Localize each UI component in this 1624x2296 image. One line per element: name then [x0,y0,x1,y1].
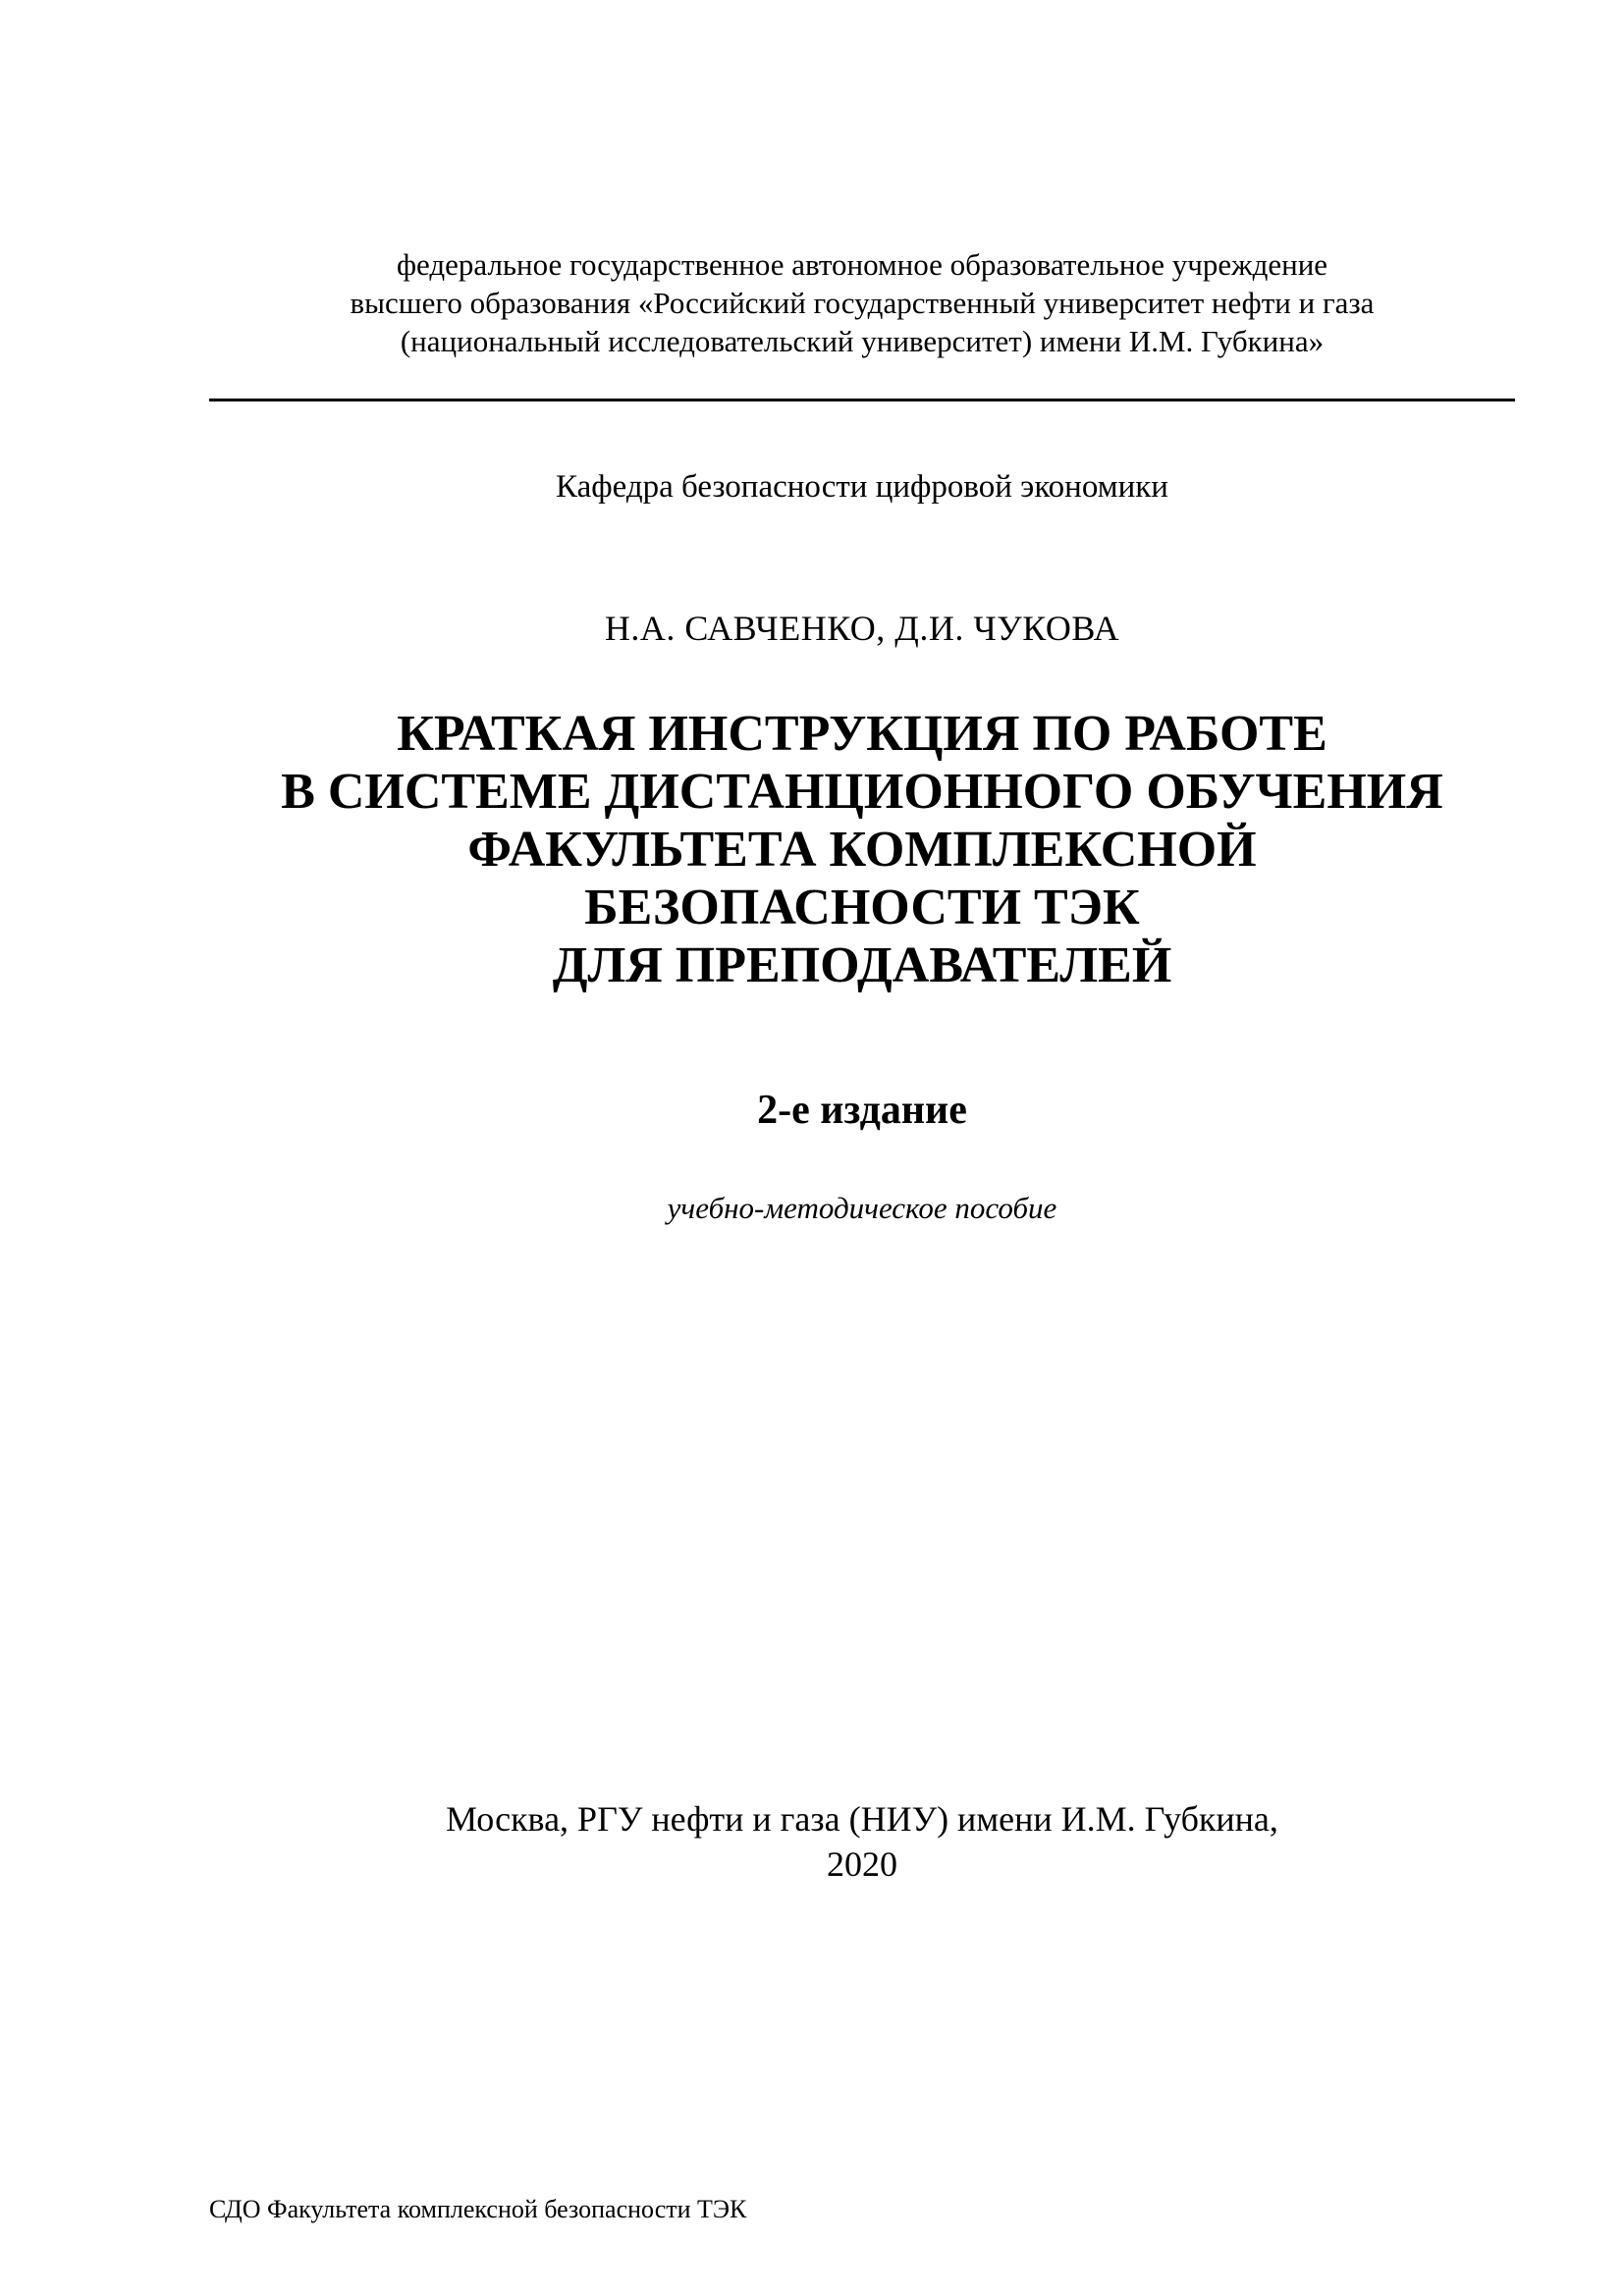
document-type: учебно-методическое пособие [667,1191,1057,1225]
title-line: ФАКУЛЬТЕТА КОМПЛЕКСНОЙ [467,822,1257,878]
institution-header [209,245,1515,360]
authors: Н.А. САВЧЕНКО, Д.И. ЧУКОВА [604,609,1120,648]
document-title [209,705,1515,994]
header-divider [209,399,1515,401]
publication-place: Москва, РГУ нефти и газа (НИУ) имени И.М. Губкина, [446,1799,1278,1839]
page-footer: СДО Факультета комплексной безопасности ТЭК [209,2195,747,2223]
title-line: КРАТКАЯ ИНСТРУКЦИЯ ПО РАБОТЕ [397,706,1327,762]
edition: 2-е издание [757,1088,967,1133]
institution-line: федеральное государственное автономное образовательное учреждение [396,247,1328,282]
institution-line: высшего образования «Российский государственный университет нефти и газа [350,286,1375,320]
publication-year: 2020 [827,1844,897,1884]
title-line: ДЛЯ ПРЕПОДАВАТЕЛЕЙ [552,937,1172,993]
department-name: Кафедра безопасности цифровой экономики [556,469,1168,505]
title-line: БЕЗОПАСНОСТИ ТЭК [584,880,1140,935]
title-line: В СИСТЕМЕ ДИСТАНЦИОННОГО ОБУЧЕНИЯ [281,764,1443,820]
institution-line: (национальный исследовательский университет) имени И.М. Губкина» [400,324,1325,358]
publication-info [209,1796,1515,1887]
